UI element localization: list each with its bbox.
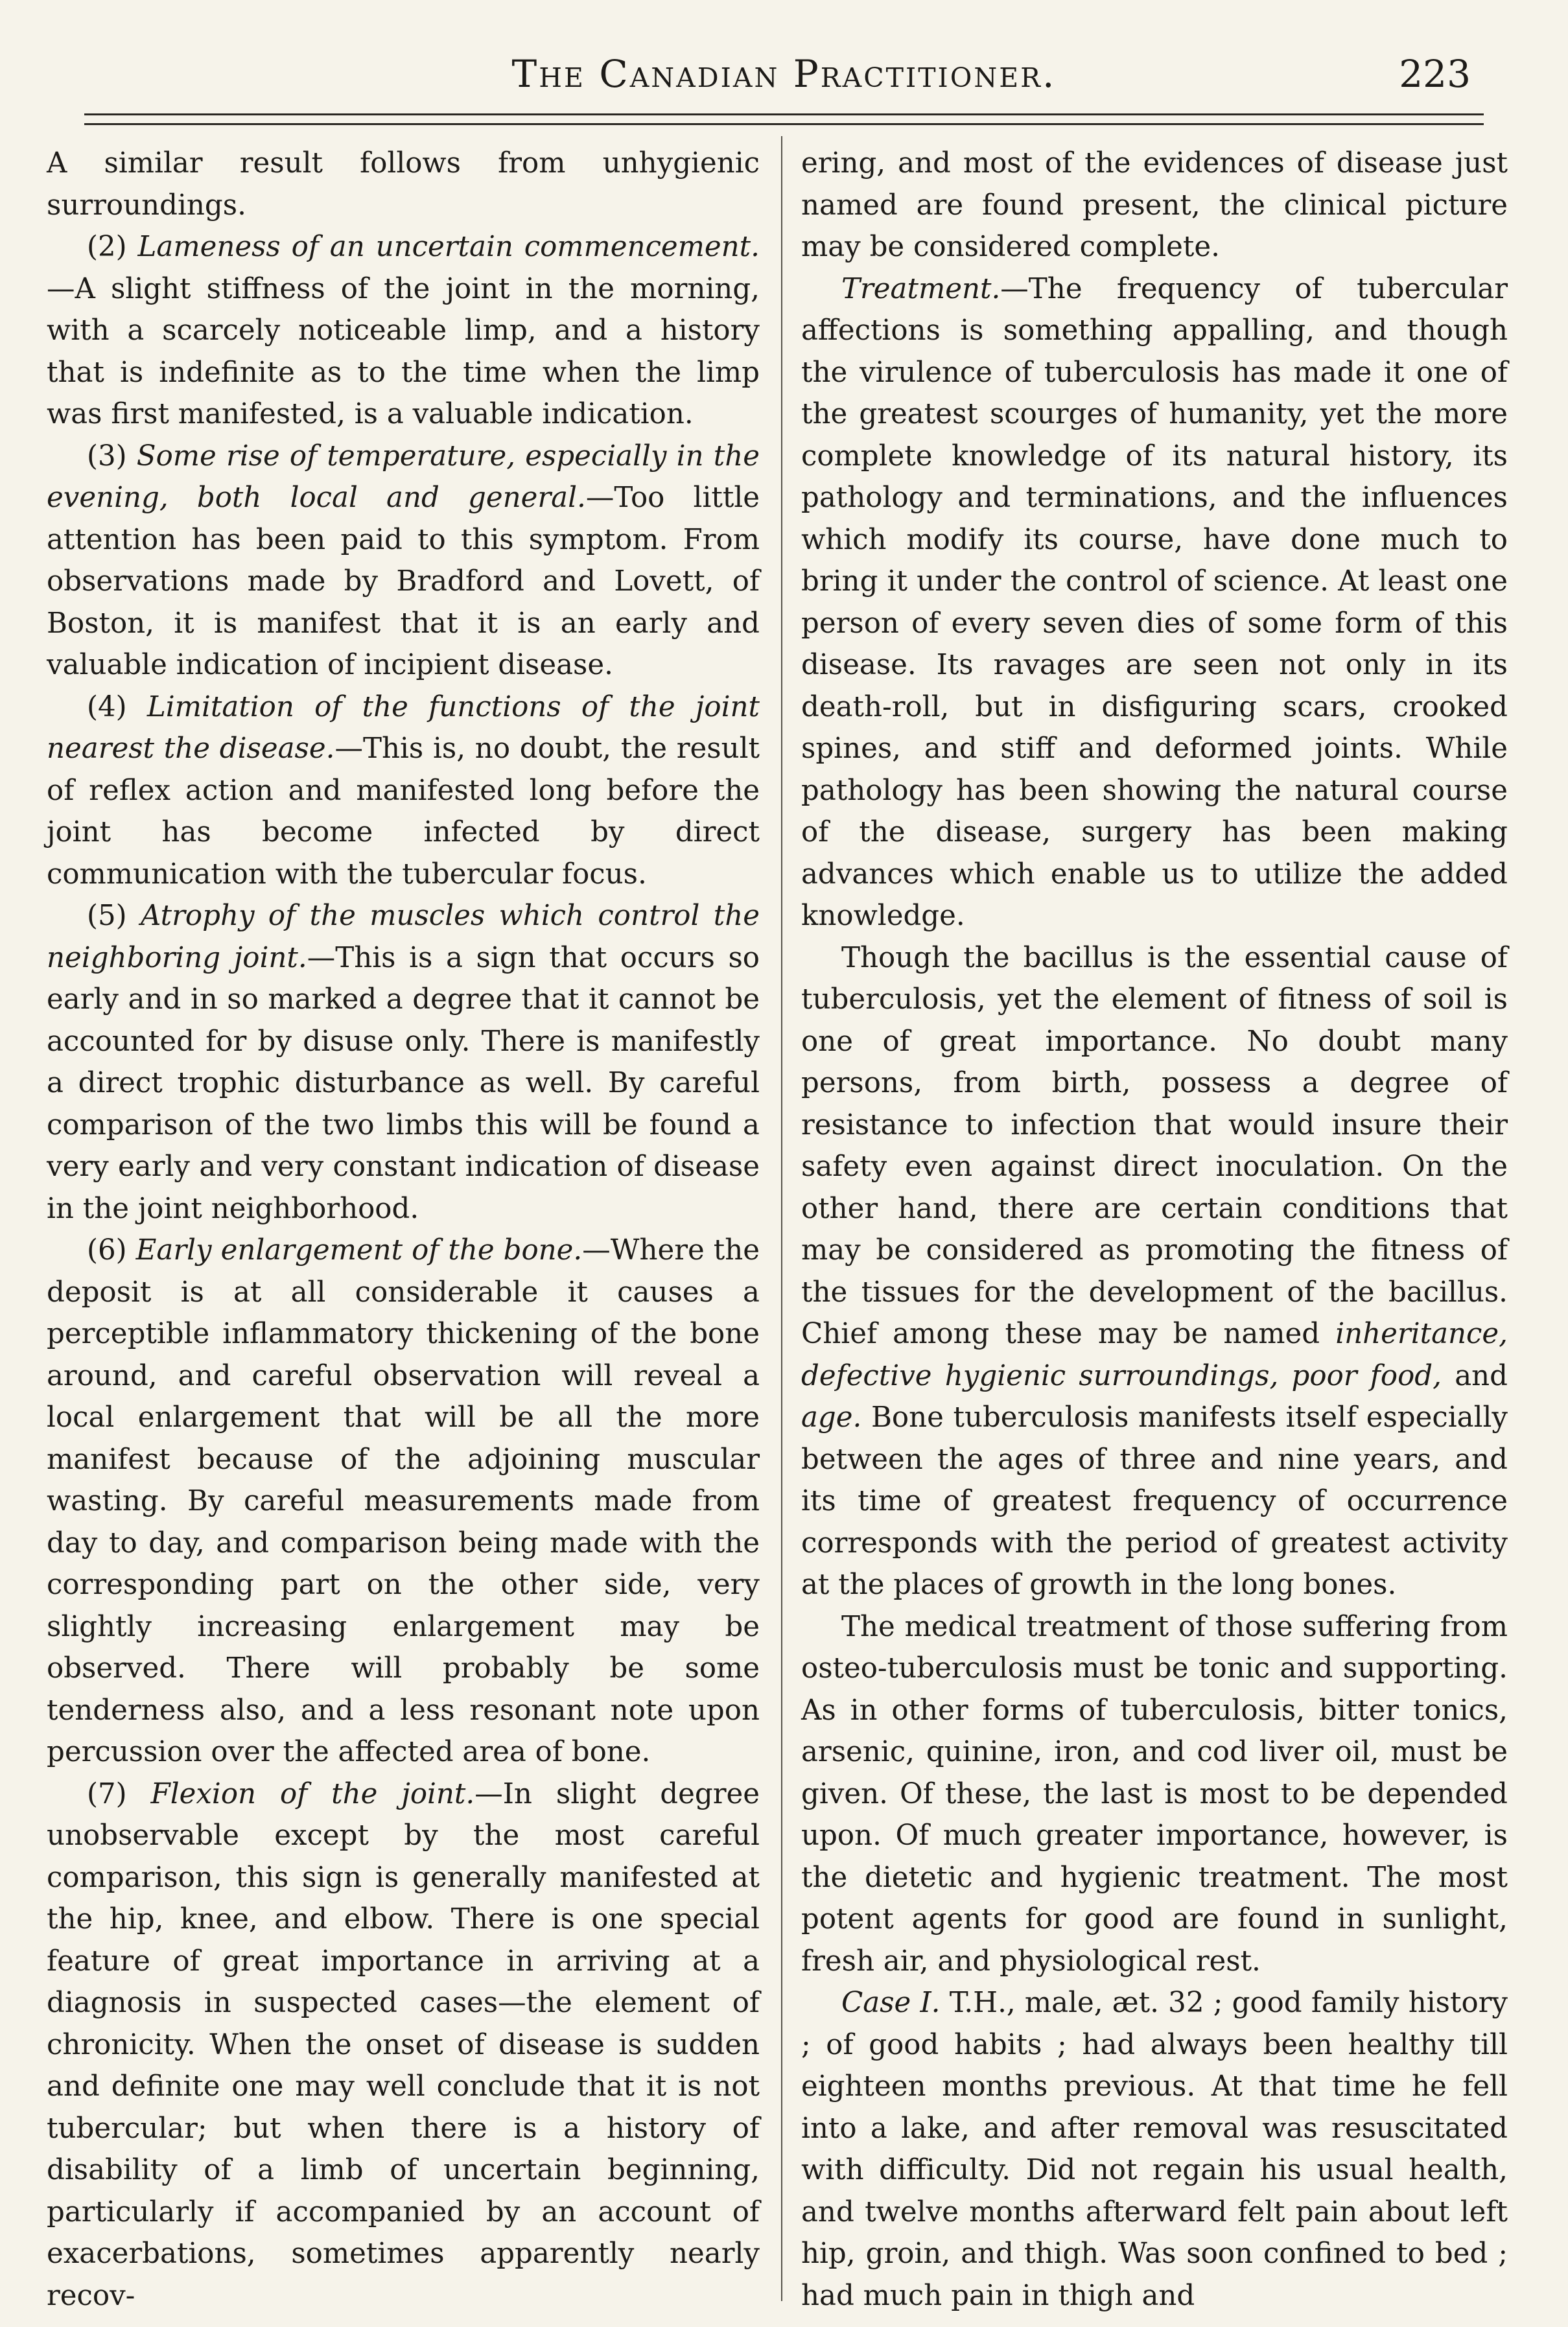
sign-title: Early enlargement of the bone. <box>135 1234 583 1267</box>
header-rule-top <box>84 113 1484 115</box>
case-paragraph <box>801 1982 1508 2317</box>
text-run-italic: inheritance, defective hygienic surroundings, poor food, <box>801 1318 1508 1392</box>
sign-body: —Too little attention has been paid to this symptom. From observations made by Bradford and Lovett, of Boston, it is manifest that it is an early and valuable indication of incipient disease. <box>47 482 760 681</box>
sign-body: —In slight degree unobservable except by the most careful comparison, this sign is generally manifested at the hip, knee, and elbow. There is one special feature of great importance in arriving at a diagnosis in suspected cases—the element of chronicity. When the onset of disease is sudden and definite one may well conclude that it is not tubercular; but when there is a history of disability of a limb of uncertain beginning, particularly if accompanied by an account of exacerbations, sometimes apparently nearly recov- <box>47 1777 760 2312</box>
left-column <box>47 143 760 2317</box>
sign-body: —A slight stiffness of the joint in the morning, with a scarcely noticeable limp, and a history that is indefinite as to the time when the limp was first manifested, is a valuable indication. <box>47 272 760 430</box>
sign-title: Lameness of an uncertain commencement. <box>137 231 760 263</box>
sign-title: Limitation of the functions of the joint nearest the disease. <box>47 690 760 765</box>
sign-5 <box>47 895 760 1230</box>
sign-number: (4) <box>87 690 147 723</box>
sign-number: (5) <box>87 900 141 932</box>
sign-4 <box>47 686 760 896</box>
page-number: 223 <box>1399 52 1471 96</box>
sign-number: (2) <box>87 231 138 263</box>
sign-title: Some rise of temperature, especially in the evening, both local and general. <box>47 439 760 514</box>
page-header <box>84 52 1484 110</box>
sign-7 <box>47 1773 760 2317</box>
sign-6 <box>47 1230 760 1773</box>
sign-body: —This is, no doubt, the result of reflex action and manifested long before the joint has become infected by direct communication with the tubercular focus. <box>47 732 760 891</box>
text-run: Bone tuberculosis manifests itself especially between the ages of three and nine years, and its time of greatest frequency of occurrence corresponds with the period of greatest activity at the places of growth in the long bones. <box>801 1401 1508 1601</box>
sign-title: Atrophy of the muscles which control the neighboring joint. <box>47 900 760 974</box>
case-title: Case I. <box>841 1987 941 2019</box>
text-run-italic: age. <box>801 1401 862 1434</box>
medical-treatment-paragraph: The medical treatment of those suffering from osteo-tuberculosis must be tonic and supporting. As in other forms of tuberculosis, bitter tonics, arsenic, quinine, iron, and cod liver oil, must be given. Of these, the last is most to be depended upon. Of much greater importance, however, is the dietetic and hygienic treatment. The most potent agents for good are found in sunlight, fresh air, and physiological rest. <box>801 1610 1508 1978</box>
right-column <box>801 143 1508 2317</box>
header-rule-bottom <box>84 123 1484 125</box>
sign-number: (3) <box>87 439 137 473</box>
sign-body: —Where the deposit is at all considerable it causes a perceptible inflammatory thickening of the bone around, and careful observation will reveal a local enlargement that will be all the more manifest because of the adjoining muscular wasting. By careful measurements made from day to day, and comparison being made with the corresponding part on the other side, very slightly increasing enlargement may be observed. There will probably be some tenderness also, and a less resonant note upon percussion over the affected area of bone. <box>47 1234 760 1768</box>
sign-body: —This is a sign that occurs so early and in so marked a degree that it cannot be accounted for by disuse only. There is manifestly a direct trophic disturbance as well. By careful comparison of the two limbs this will be found a very early and very constant indication of disease in the joint neighborhood. <box>47 941 760 1225</box>
case-body: T.H., male, æt. 32 ; good family history ; of good habits ; had always been healthy till eighteen months previous. At that time he fell into a lake, and after removal was resuscitated with difficulty. Did not regain his usual health, and twelve months afterward felt pain about left hip, groin, and thigh. Was soon confined to bed ; had much pain in thigh and <box>801 1987 1508 2312</box>
running-title: The Canadian Practitioner. <box>511 52 1057 96</box>
sign-title: Flexion of the joint. <box>150 1777 475 1810</box>
column-divider <box>781 136 782 2301</box>
paragraph: ering, and most of the evidences of disease just named are found present, the clinical picture may be considered complete. <box>801 147 1508 263</box>
text-run: and <box>1441 1359 1508 1392</box>
text-run: Though the bacillus is the essential cause of tuberculosis, yet the element of fitness of soil is one of great importance. No doubt many persons, from birth, possess a degree of resistance to infection that would insure their safety even against direct inoculation. On the other hand, there are certain conditions that may be considered as promoting the fitness of the tissues for the development of the bacillus. Chief among these may be named <box>801 941 1508 1350</box>
sign-number: (7) <box>87 1777 151 1810</box>
treatment-paragraph <box>801 268 1508 937</box>
sign-number: (6) <box>87 1234 136 1267</box>
section-title: Treatment. <box>841 272 1001 305</box>
soil-paragraph <box>801 937 1508 1606</box>
sign-2 <box>47 226 760 436</box>
paragraph: A similar result follows from unhygienic surroundings. <box>47 147 760 222</box>
section-body: —The frequency of tubercular affections is something appalling, and though the virulence of tuberculosis has made it one of the greatest scourges of humanity, yet the more complete knowledge of its natural history, its pathology and terminations, and the influences which modify its course, have done much to bring it under the control of science. At least one person of every seven dies of some form of this disease. Its ravages are seen not only in its death-roll, but in disfiguring scars, crooked spines, and stiff and deformed joints. While pathology has been showing the natural course of the disease, surgery has been making advances which enable us to utilize the added knowledge. <box>801 272 1508 932</box>
sign-3 <box>47 436 760 686</box>
